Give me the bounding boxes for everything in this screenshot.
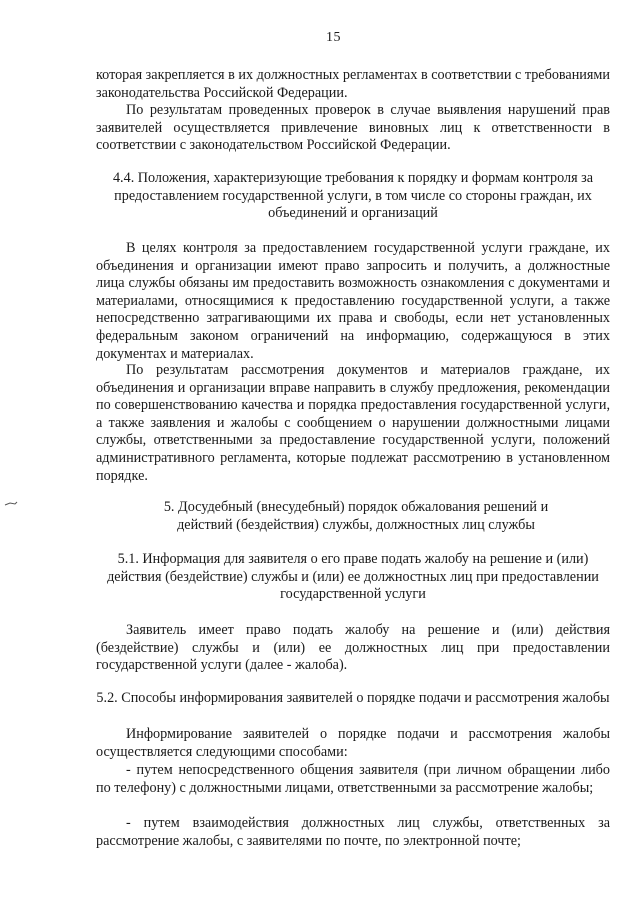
- paragraph-complaint-right: Заявитель имеет право подать жалобу на решение и (или) действия (бездействие) службы и (или) ее должностных лиц при предоставлении государственной услуги (далее - жалоба).: [96, 622, 610, 674]
- paragraph-control-rights: В целях контроля за предоставлением государственной услуги граждане, их объединения и организации имеют право запросить и получить, а должностные лица службы обязаны им предоставить возможность ознакомления с документами и материалами, относящимися к предоставлению государственной услуги, а также непосредственно затрагивающими их права и свободы, если нет установленных федеральным законом ограничений на информацию, содержащуюся в этих документах и материалах.: [96, 240, 610, 362]
- paragraph-inspection-results: По результатам проведенных проверок в случае выявления нарушений прав заявителей осуществляется привлечение виновных лиц к ответственности в соответствии с законодательством Российской Федерации.: [96, 102, 610, 154]
- page-number: 15: [326, 30, 341, 45]
- list-item-mail-contact: - путем взаимодействия должностных лиц службы, ответственных за рассмотрение жалобы, с заявителями по почте, по электронной почте;: [96, 815, 610, 849]
- paragraph-informing-methods: Информирование заявителей о порядке подачи и рассмотрения жалобы осуществляется следующими способами:: [96, 726, 610, 760]
- scan-artifact-mark: [4, 500, 18, 508]
- list-item-direct-contact: - путем непосредственного общения заявителя (при личном обращении либо по телефону) с должностными лицами, ответственными за рассмотрение жалобы;: [96, 762, 610, 796]
- section-heading-5-2: 5.2. Способы информирования заявителей о порядке подачи и рассмотрения жалобы: [96, 690, 610, 706]
- section-heading-5: 5. Досудебный (внесудебный) порядок обжалования решений и действий (бездействия) службы, должностных лиц службы: [163, 499, 549, 533]
- paragraph-continuation: которая закрепляется в их должностных регламентах в соответствии с требованиями законодательства Российской Федерации.: [96, 67, 610, 101]
- paragraph-review-results: По результатам рассмотрения документов и материалов граждане, их объединения и организации вправе направить в службу предложения, рекомендации по совершенствованию качества и порядка предоставления государственной услуги, а также заявления и жалобы с сообщением о нарушении должностными лицами службы, ответственными за предоставление государственной услуги, положений административного регламента, которые подлежат рассмотрению в установленном порядке.: [96, 362, 610, 484]
- section-heading-5-1: 5.1. Информация для заявителя о его праве подать жалобу на решение и (или) действия (бездействие) службы и (или) ее должностных лиц при предоставлении государственной услуги: [107, 551, 599, 603]
- section-heading-4-4: 4.4. Положения, характеризующие требования к порядку и формам контроля за предоставлением государственной услуги, в том числе со стороны граждан, их объединений и организаций: [112, 170, 594, 222]
